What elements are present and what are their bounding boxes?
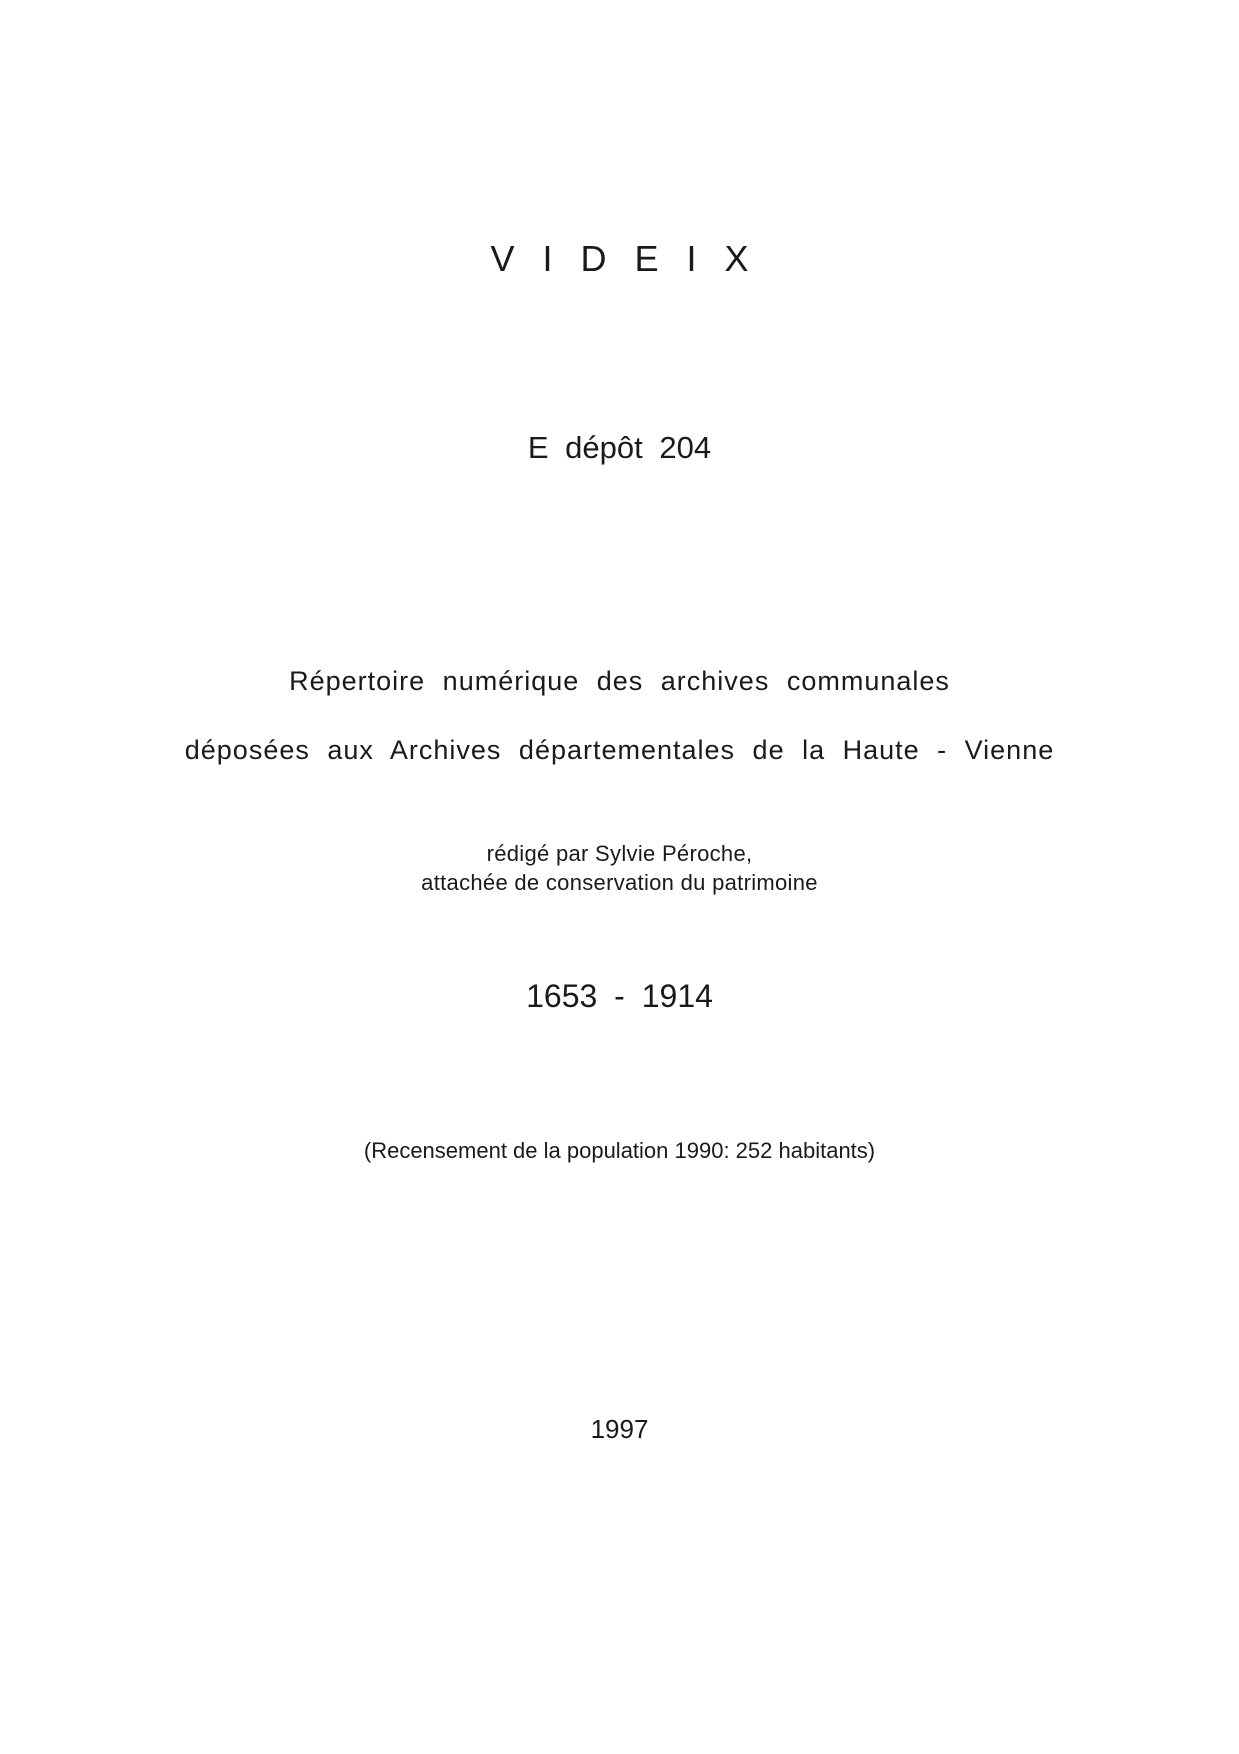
archive-reference: E dépôt 204: [527, 430, 712, 465]
census-note: (Recensement de la population 1990: 252 habitants): [363, 1138, 876, 1163]
repertoire-title-line-2: déposées aux Archives départementales de la Haute - Vienne: [184, 735, 1055, 765]
author-block: [0, 839, 1239, 897]
author-name: rédigé par Sylvie Péroche,: [486, 841, 753, 866]
publication-year: 1997: [590, 1414, 649, 1444]
author-position: attachée de conservation du patrimoine: [421, 870, 818, 895]
commune-title: V I D E I X: [490, 238, 758, 279]
repertoire-title-line-1: Répertoire numérique des archives communales: [289, 666, 950, 696]
date-range: 1653 - 1914: [526, 978, 713, 1014]
